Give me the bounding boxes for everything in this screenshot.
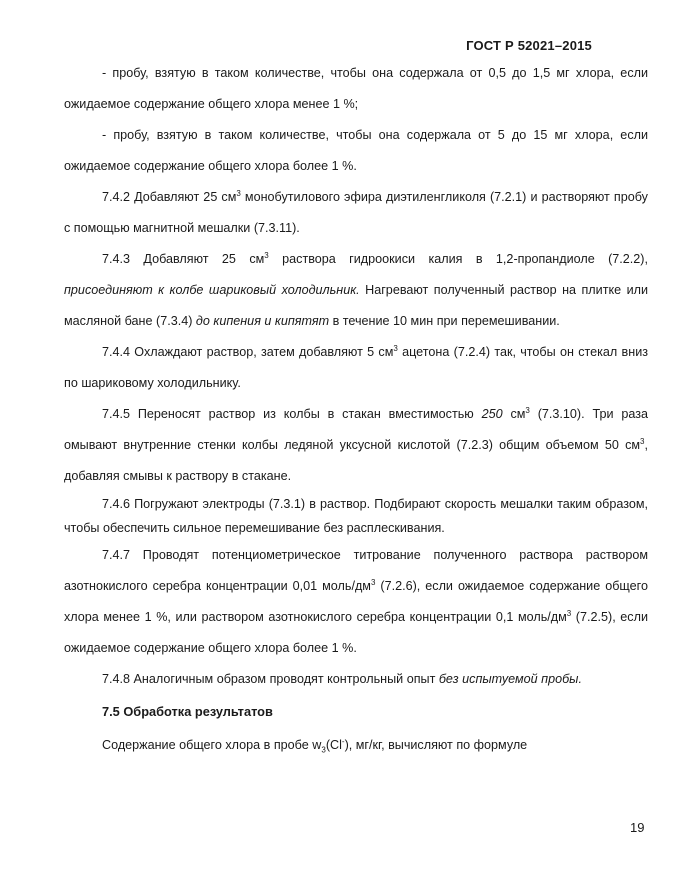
paragraph-sample-low-chlorine: - пробу, взятую в таком количестве, чтобы она содержала от 0,5 до 1,5 мг хлора, если ожидаемое содержание общего хлора менее 1 %; [64,66,648,111]
section-heading: 7.5 Обработка результатов [102,704,273,719]
paragraph-7-4-5: 7.4.5 Переносят раствор из колбы в стакан вместимостью 250 $см^3$ (7.3.10). Три раза омывают внутренние стенки колбы ледяной уксусной кислотой (7.2.3) общим объемом 50 $см^3$, добавляя смывы к раствору в стакане. [64,405,648,483]
paragraph-7-4-2: 7.4.2 Добавляют 25 $см^3$ монобутилового эфира диэтиленгликоля (7.2.1) и растворяют пробу с помощью магнитной мешалки (7.3.11). [64,188,648,235]
page-number: 19 [630,820,645,835]
paragraph-7-4-7: 7.4.7 Проводят потенциометрическое титрование полученного раствора раствором азотнокислого серебра концентрации 0,01 моль/$дм^3$ (7.2.6), если ожидаемое содержание общего хлора менее 1 %, или раствором азотнокислого серебра концентрации 0,1 моль/$дм^3$ (7.2.5), если ожидаемое содержание общего хлора более 1 %. [64,548,648,655]
formula-intro: Содержание общего хлора в пробе $w_3(Cl^-)$, мг/кг, вычисляют по формуле [102,736,528,755]
paragraph-7-4-8: 7.4.8 Аналогичным образом проводят контрольный опыт без испытуемой пробы. [102,672,582,686]
paragraph-sample-high-chlorine: - пробу, взятую в таком количестве, чтобы она содержала от 5 до 15 мг хлора, если ожидаемое содержание общего хлора более 1 %. [64,128,648,173]
paragraph-7-4-3: 7.4.3 Добавляют 25 $см^3$ раствора гидроокиси калия в 1,2-пропандиоле (7.2.2), присоединяют к колбе шариковый холодильник. Нагревают полученный раствор на плитке или масляной бане (7.3.4) до кипения и кипятят в течение 10 мин при перемешивании. [64,250,648,328]
document-body [64,58,648,757]
standard-code-header: ГОСТ Р 52021–2015 [466,38,592,53]
paragraph-7-4-6: 7.4.6 Погружают электроды (7.3.1) в раствор. Подбирают скорость мешалки таким образом, чтобы обеспечить сильное перемешивание без расплескивания. [64,497,648,535]
paragraph-7-4-4: 7.4.4 Охлаждают раствор, затем добавляют 5 $см^3$ ацетона (7.2.4) так, чтобы он стекал вниз по шариковому холодильнику. [64,343,649,390]
